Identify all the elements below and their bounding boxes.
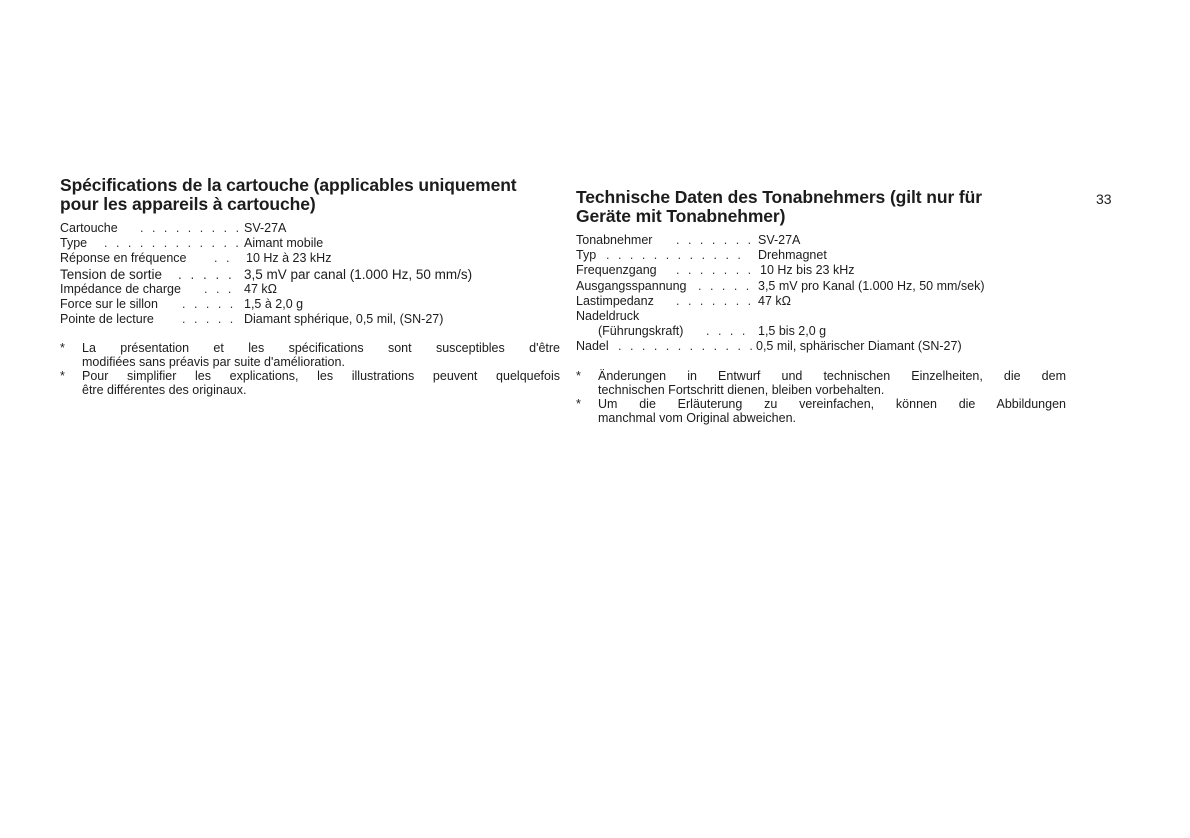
- spec-label: Lastimpedanz: [576, 293, 654, 308]
- spec-label: Ausgangsspannung: [576, 278, 687, 293]
- french-spec-list: [60, 221, 560, 327]
- spec-value: 1,5 bis 2,0 g: [758, 324, 827, 339]
- note-line: Um die Erläuterung zu vereinfachen, können die Abbildungen: [598, 396, 1066, 411]
- note-item: [576, 369, 1066, 397]
- spec-value: 10 Hz bis 23 kHz: [760, 263, 855, 278]
- spec-value: SV-27A: [244, 221, 287, 235]
- spec-dots: . . . . .: [182, 312, 236, 327]
- spec-label: Impédance de charge: [60, 281, 181, 296]
- note-line: technischen Fortschritt dienen, bleiben vorbehalten.: [598, 382, 885, 397]
- french-heading-line2: pour les appareils à cartouche): [60, 194, 316, 214]
- spec-value: 3,5 mV pro Kanal (1.000 Hz, 50 mm/sek): [758, 278, 985, 293]
- spec-row: [576, 248, 1066, 263]
- spec-dots: . . . . . . .: [676, 233, 754, 247]
- spec-row: [60, 221, 560, 236]
- note-line: modifiées sans préavis par suite d'amélioration.: [82, 355, 345, 370]
- spec-row: [60, 312, 560, 327]
- note-text: [82, 341, 560, 369]
- spec-dots: . . . . .: [182, 297, 236, 312]
- note-text: [82, 369, 560, 397]
- spec-value: Diamant sphérique, 0,5 mil, (SN-27): [244, 312, 444, 327]
- asterisk: *: [576, 396, 581, 411]
- spec-row: [60, 267, 560, 282]
- spec-label: Typ: [576, 248, 597, 263]
- spec-row: [60, 282, 560, 297]
- spec-label: Tension de sortie: [60, 266, 163, 282]
- spec-value: 47 kΩ: [758, 293, 791, 308]
- spec-label: Pointe de lecture: [60, 312, 154, 327]
- note-line: être différentes des originaux.: [82, 383, 247, 398]
- french-column: [60, 176, 560, 397]
- french-heading: [60, 176, 560, 214]
- german-notes: [576, 369, 1066, 425]
- german-heading: [576, 188, 1066, 226]
- spec-row: [576, 339, 1066, 354]
- spec-value: Aimant mobile: [244, 236, 324, 251]
- spec-label: Nadel: [576, 339, 609, 354]
- spec-value: 47 kΩ: [244, 281, 277, 296]
- german-heading-line1: Technische Daten des Tonabnehmers (gilt nur für: [576, 187, 982, 207]
- french-notes: [60, 341, 560, 397]
- spec-row: [576, 324, 1066, 339]
- german-heading-line2: Geräte mit Tonabnehmer): [576, 206, 786, 226]
- spec-label: Frequenzgang: [576, 263, 657, 278]
- german-column: [576, 188, 1066, 425]
- french-heading-line1: Spécifications de la cartouche (applicables uniquement: [60, 175, 517, 195]
- spec-value: 10 Hz à 23 kHz: [246, 251, 332, 266]
- note-item: [576, 397, 1066, 425]
- note-line: Änderungen in Entwurf und technischen Einzelheiten, die dem: [598, 368, 1066, 383]
- german-spec-list: [576, 233, 1066, 355]
- spec-label: (Führungskraft): [598, 324, 684, 339]
- note-line: La présentation et les spécifications sont susceptibles d'être: [82, 341, 560, 356]
- spec-row: [576, 279, 1066, 294]
- spec-dots: . . .: [204, 281, 234, 296]
- spec-row: [576, 309, 1066, 324]
- spec-label: Réponse en fréquence: [60, 251, 187, 266]
- spec-row: [60, 297, 560, 312]
- spec-value: SV-27A: [758, 233, 801, 247]
- spec-row: [576, 263, 1066, 278]
- note-text: [598, 369, 1066, 397]
- note-line: Pour simplifier les explications, les illustrations peuvent quelquefois: [82, 369, 560, 384]
- spec-dots: . . . . .: [698, 278, 752, 293]
- spec-dots: . . . . . . . . .: [140, 221, 242, 235]
- spec-label: Force sur le sillon: [60, 297, 158, 312]
- spec-row: [576, 233, 1066, 248]
- spec-value: 3,5 mV par canal (1.000 Hz, 50 mm/s): [244, 266, 473, 282]
- spec-dots: . . . . . . . . . . . .: [618, 339, 756, 354]
- spec-dots: . . . .: [706, 324, 748, 339]
- spec-dots: . . . . . . .: [676, 263, 754, 278]
- asterisk: *: [576, 368, 581, 383]
- spec-row: [60, 251, 560, 266]
- asterisk: *: [60, 369, 65, 384]
- spec-label: Type: [60, 236, 88, 251]
- spec-label: Nadeldruck: [576, 309, 640, 324]
- spec-row: [60, 236, 560, 251]
- spec-label: Tonabnehmer: [576, 233, 653, 247]
- spec-dots: . . . . . . . . . . . .: [104, 236, 242, 251]
- spec-label: Cartouche: [60, 221, 118, 235]
- note-item: [60, 369, 560, 397]
- asterisk: *: [60, 341, 65, 356]
- note-text: [598, 397, 1066, 425]
- spec-dots: . .: [214, 251, 232, 266]
- spec-dots: . . . . . . . . . . . .: [606, 248, 744, 263]
- spec-dots: . . . . .: [178, 266, 235, 282]
- note-item: [60, 341, 560, 369]
- note-line: manchmal vom Original abweichen.: [598, 410, 797, 425]
- spec-dots: . . . . . . .: [676, 293, 754, 308]
- spec-value: Drehmagnet: [758, 248, 827, 263]
- spec-value: 0,5 mil, sphärischer Diamant (SN-27): [756, 339, 962, 354]
- spec-value: 1,5 à 2,0 g: [244, 297, 304, 312]
- page-number: 33: [1096, 191, 1112, 207]
- spec-row: [576, 294, 1066, 309]
